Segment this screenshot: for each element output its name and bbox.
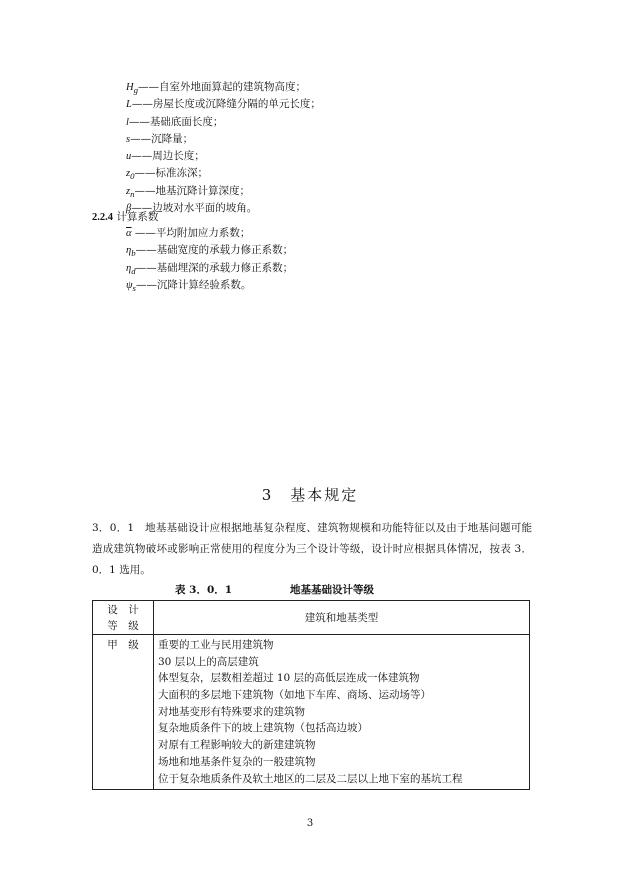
symbol: β xyxy=(126,203,132,215)
grade-cell: 甲 级 xyxy=(93,635,154,790)
symbol-description: ——周边长度； xyxy=(131,150,205,163)
table-title: 地基基础设计等级 xyxy=(290,584,374,596)
clause-paragraph: 3．0．1 地基基础设计应根据地基复杂程度、建筑物规模和功能特征以及由于地基问题可能造成建筑物破坏或影响正常使用的程度分为三个设计等级，设计时应根据具体情况，按表 3．0．1 选用。 xyxy=(92,522,532,576)
design-grade-table xyxy=(92,600,530,790)
symbol-row xyxy=(126,165,321,182)
table-row xyxy=(93,635,530,790)
symbol-row xyxy=(126,114,321,131)
symbol: η xyxy=(126,262,132,274)
symbol-description: ——基础埋深的承载力修正系数； xyxy=(135,261,294,274)
symbol-description: ——标准冻深； xyxy=(134,167,208,180)
symbol-description: ——沉降计算经验系数。 xyxy=(135,278,252,291)
list-item: 大面积的多层地下建筑物（如地下车库、商场、运动场等） xyxy=(158,689,431,702)
list-item: 复杂地质条件下的坡上建筑物（包括高边坡） xyxy=(158,722,368,735)
list-item: 体型复杂，层数相差超过 10 层的高低层连成一体建筑物 xyxy=(158,672,420,685)
symbol-description: ——平均附加应力系数； xyxy=(131,227,251,239)
header-line: 等 级 xyxy=(107,619,139,632)
symbol-description: ——地基沉降计算深度； xyxy=(134,184,250,197)
list-item: 场地和地基条件复杂的一般建筑物 xyxy=(158,755,316,768)
symbol-subscript: s xyxy=(132,282,136,293)
header-design-grade xyxy=(93,601,154,635)
symbol: z xyxy=(126,185,131,197)
symbol: s xyxy=(126,133,131,145)
symbol-row xyxy=(126,96,321,113)
building-types-cell xyxy=(154,635,530,790)
header-line: 设 计 xyxy=(107,603,139,616)
table-header-row xyxy=(93,601,530,635)
symbol: η xyxy=(126,245,132,257)
header-building-type: 建筑和地基类型 xyxy=(154,601,530,635)
symbol-row xyxy=(126,277,293,294)
symbol: ψ xyxy=(126,279,133,291)
symbol: H xyxy=(126,82,134,93)
symbol: u xyxy=(126,151,132,163)
symbol-list-bottom xyxy=(126,225,293,294)
symbol: L xyxy=(126,99,132,111)
symbol-description: ——边坡对水平面的坡角。 xyxy=(131,202,258,215)
symbol-row xyxy=(126,225,293,242)
symbol: $\overline{\alpha}$ xyxy=(126,228,132,239)
list-item: 重要的工业与民用建筑物 xyxy=(158,639,274,651)
symbol-row xyxy=(126,183,321,200)
list-item: 位于复杂地质条件及软土地区的二层及二层以上地下室的基坑工程 xyxy=(158,772,463,785)
symbol-row xyxy=(126,79,321,96)
symbol-subscript: g xyxy=(133,85,138,96)
section-number: 2.2.4 xyxy=(92,212,113,223)
chapter-title: 3 基本规定 xyxy=(261,486,359,504)
symbol-row xyxy=(126,131,321,148)
symbol-description: ——沉降量； xyxy=(130,132,194,145)
section-title: 计算系数 xyxy=(116,211,159,223)
symbol-subscript: 0 xyxy=(130,171,135,182)
symbol-description: ——房屋长度或沉降缝分隔的单元长度； xyxy=(131,98,321,111)
page-number: 3 xyxy=(306,818,314,829)
symbol: z xyxy=(126,168,131,180)
list-item: 对地基变形有特殊要求的建筑物 xyxy=(158,705,305,718)
symbol-description: ——自室外地面算起的建筑物高度； xyxy=(137,81,306,93)
section-heading-224 xyxy=(92,209,158,226)
symbol: l xyxy=(126,116,129,128)
table-number: 表 3．0．1 xyxy=(175,584,233,596)
symbol-row xyxy=(126,242,293,259)
list-item: 对原有工程影响较大的新建建筑物 xyxy=(158,739,316,752)
symbol-description: ——基础底面长度； xyxy=(128,115,224,128)
list-item: 30 层以上的高层建筑 xyxy=(158,655,259,668)
symbol-subscript: b xyxy=(131,248,136,259)
symbol-list-top xyxy=(126,79,321,217)
symbol-description: ——基础宽度的承载力修正系数； xyxy=(135,244,294,257)
symbol-subscript: d xyxy=(131,265,136,276)
symbol-row xyxy=(126,148,321,165)
symbol-row xyxy=(126,260,293,277)
symbol-subscript: n xyxy=(130,188,135,199)
